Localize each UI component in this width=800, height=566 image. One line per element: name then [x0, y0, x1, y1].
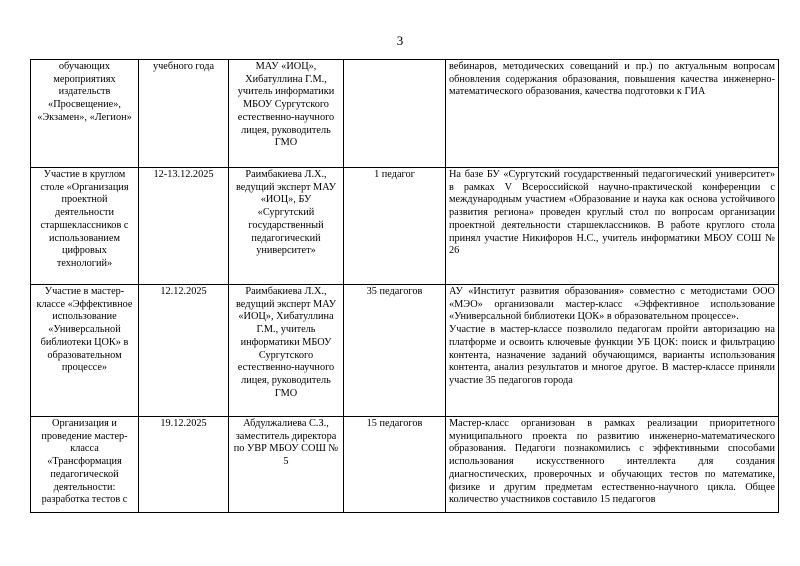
result-paragraph: вебинаров, методических совещаний и пр.) по актуальным вопросам обновления содержания образования, повышения качества инженерно-математического образования, качества подготовки к ГИА — [449, 61, 775, 98]
result-cell — [446, 168, 779, 285]
responsible-cell: Раимбакиева Л.Х., ведущий эксперт МАУ «ИОЦ», Хибатуллина Г.М., учитель информатики МБОУ Сургутского естественно-научного лицея, руководитель ГМО — [229, 285, 344, 417]
table-row — [31, 417, 779, 513]
participants-cell — [344, 60, 446, 168]
responsible-cell: МАУ «ИОЦ», Хибатуллина Г.М., учитель информатики МБОУ Сургутского естественно-научного лицея, руководитель ГМО — [229, 60, 344, 168]
participants-cell: 15 педагогов — [344, 417, 446, 513]
result-cell — [446, 417, 779, 513]
events-table — [30, 59, 779, 513]
result-paragraph: АУ «Институт развития образования» совместно с методистами ООО «МЭО» организовали мастер-класс «Эффективное использование «Универсальной библиотеки ЦОК» в образовательном процессе». — [449, 286, 775, 323]
date-cell: 19.12.2025 — [139, 417, 229, 513]
result-paragraph: Мастер-класс организован в рамках реализации приоритетного муниципального проекта по развитию инженерно-математического образования. Педагоги познакомились с эффективными способами использования искусственного интеллекта для создания диагностических, проверочных и обучающих тестов по математике, физике и другим предметам естественно-научного цикла. Общее количество участников составило 15 педагогов — [449, 418, 775, 506]
result-cell — [446, 60, 779, 168]
participants-cell: 35 педагогов — [344, 285, 446, 417]
event-cell: Участие в круглом столе «Организация проектной деятельности старшеклассников с использованием цифровых технологий» — [31, 168, 139, 285]
result-cell — [446, 285, 779, 417]
table-row — [31, 168, 779, 285]
result-paragraph: Участие в мастер-классе позволило педагогам пройти авторизацию на платформе и освоить ключевые функции УБ ЦОК: поиск и фильтрацию контента, назначение заданий обучающимся, варианты использования контента, анализ результатов и многое другое. В мастер-классе приняли участие 35 педагогов города — [449, 324, 775, 386]
date-cell: 12-13.12.2025 — [139, 168, 229, 285]
responsible-cell: Абдулжалиева С.З., заместитель директора по УВР МБОУ СОШ № 5 — [229, 417, 344, 513]
event-cell: Организация и проведение мастер-класса «Трансформация педагогической деятельности: разработка тестов с — [31, 417, 139, 513]
responsible-cell: Раимбакиева Л.Х., ведущий эксперт МАУ «ИОЦ», БУ «Сургутский государственный педагогический университет» — [229, 168, 344, 285]
date-cell: 12.12.2025 — [139, 285, 229, 417]
participants-cell: 1 педагог — [344, 168, 446, 285]
page-number: 3 — [396, 33, 404, 48]
event-cell: обучающих мероприятиях издательств «Просвещение», «Экзамен», «Легион» — [31, 60, 139, 168]
date-cell: учебного года — [139, 60, 229, 168]
table-row — [31, 285, 779, 417]
event-cell: Участие в мастер-классе «Эффективное использование «Универсальной библиотеки ЦОК» в образовательном процессе» — [31, 285, 139, 417]
table-row — [31, 60, 779, 168]
result-paragraph: На базе БУ «Сургутский государственный педагогический университет» в рамках V Всероссийской научно-практической конференции с международным участием «Образование и наука как основа устойчивого развития региона» проведен круглый стол по вопросам организации проектной деятельности старшеклассников. В работе круглого стола принял участие Никифоров Н.С., учитель информатики МБОУ СОШ № 26 — [449, 169, 775, 257]
